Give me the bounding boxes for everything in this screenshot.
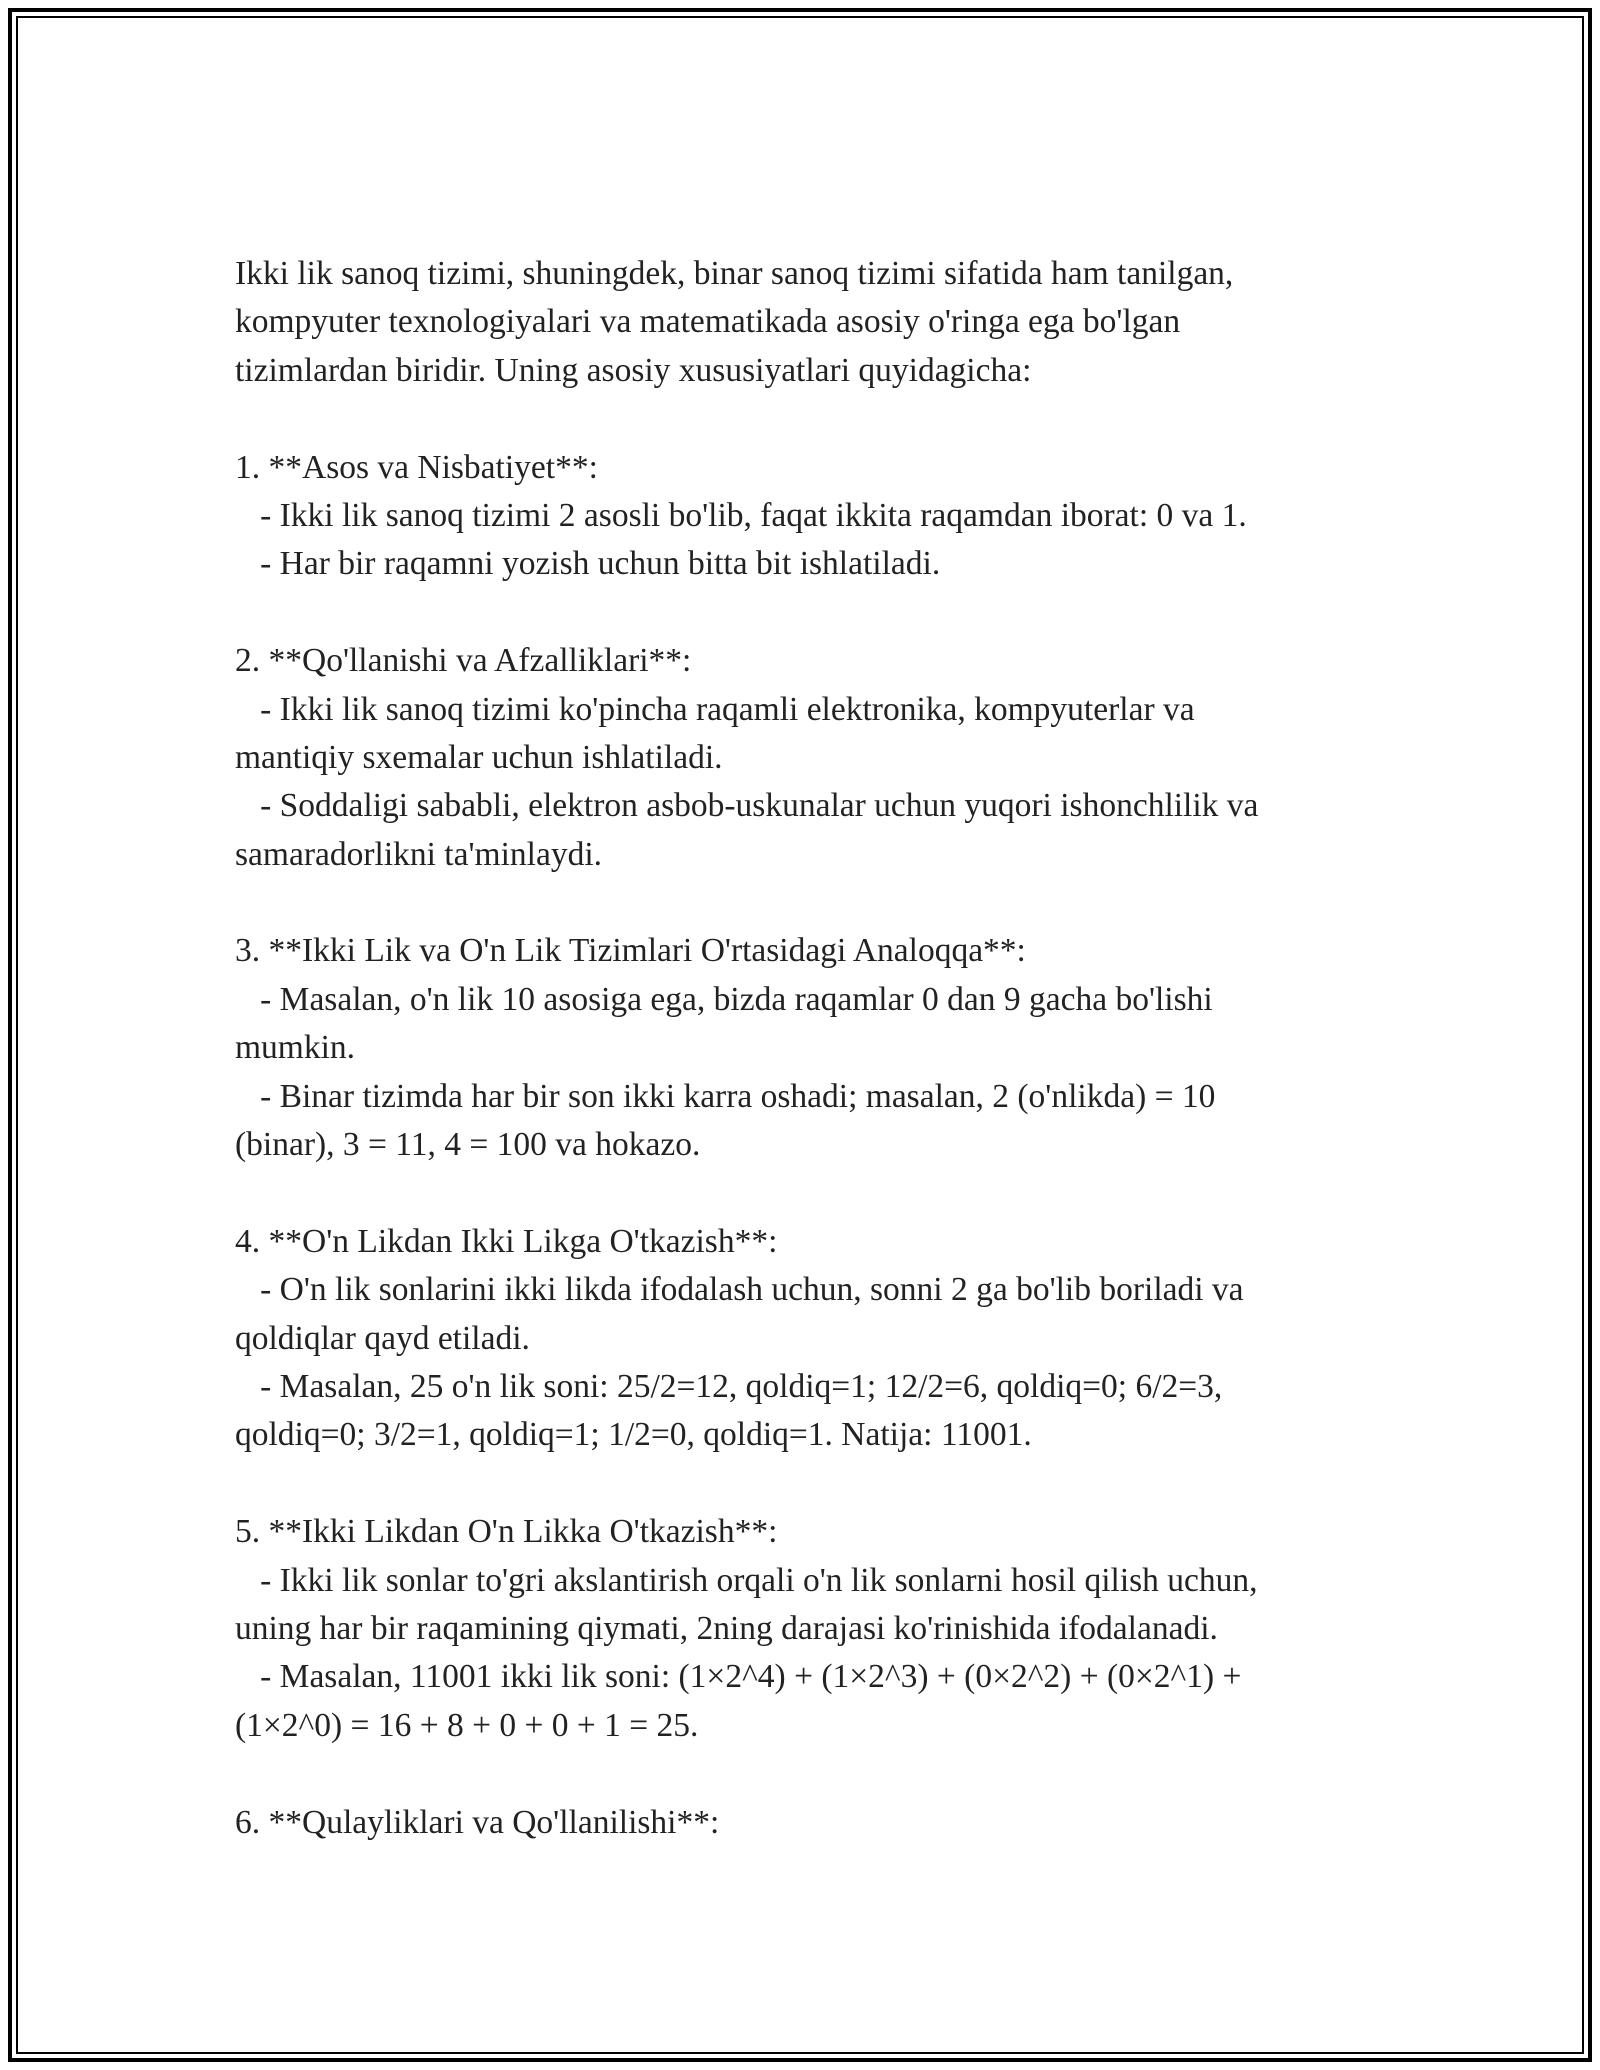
section-line: - Soddaligi sababli, elektron asbob-uskunalar uchun yuqori ishonchlilik va <box>235 787 1259 825</box>
section-line: (binar), 3 = 11, 4 = 100 va hokazo. <box>235 1126 701 1164</box>
intro-line: Ikki lik sanoq tizimi, shuningdek, binar sanoq tizimi sifatida ham tanilgan, <box>235 255 1234 292</box>
intro-paragraph <box>235 250 1375 395</box>
section-line: - Masalan, o'n lik 10 asosiga ega, bizda raqamlar 0 dan 9 gacha bo'lishi <box>235 980 1213 1018</box>
section-heading: 2. **Qo'llanishi va Afzalliklari**: <box>235 642 692 680</box>
section-line: - Ikki lik sanoq tizimi 2 asosli bo'lib, faqat ikkita raqamdan iborat: 0 va 1. <box>235 496 1247 534</box>
section-heading: 5. **Ikki Likdan O'n Likka O'tkazish**: <box>235 1513 778 1551</box>
section-line: - O'n lik sonlarini ikki likda ifodalash uchun, sonni 2 ga bo'lib boriladi va <box>235 1271 1244 1309</box>
section-line: - Masalan, 11001 ikki lik soni: (1×2^4) + (1×2^3) + (0×2^2) + (0×2^1) + <box>235 1658 1242 1696</box>
section-line: - Ikki lik sanoq tizimi ko'pincha raqamli elektronika, kompyuterlar va <box>235 690 1195 728</box>
spacer <box>235 395 1375 443</box>
section-line: - Har bir raqamni yozish uchun bitta bit ishlatiladi. <box>235 545 941 583</box>
spacer <box>235 879 1375 927</box>
spacer <box>235 1460 1375 1508</box>
spacer <box>235 1169 1375 1217</box>
document-body <box>235 250 1375 1847</box>
section-heading: 4. **O'n Likdan Ikki Likga O'tkazish**: <box>235 1222 778 1260</box>
section-line: uning har bir raqamining qiymati, 2ning darajasi ko'rinishida ifodalanadi. <box>235 1609 1218 1647</box>
intro-line: kompyuter texnologiyalari va matematikada asosiy o'ringa ega bo'lgan <box>235 303 1181 341</box>
section-heading: 6. **Qulayliklari va Qo'llanilishi**: <box>235 1803 720 1841</box>
section-5 <box>235 1508 1375 1750</box>
section-line: samaradorlikni ta'minlaydi. <box>235 835 602 873</box>
intro-line: tizimlardan biridir. Uning asosiy xususiyatlari quyidagicha: <box>235 351 1032 389</box>
section-line: qoldiq=0; 3/2=1, qoldiq=1; 1/2=0, qoldiq=1. Natija: 11001. <box>235 1416 1032 1454</box>
section-line: - Masalan, 25 o'n lik soni: 25/2=12, qoldiq=1; 12/2=6, qoldiq=0; 6/2=3, <box>235 1367 1223 1405</box>
section-line: - Ikki lik sonlar to'gri akslantirish orqali o'n lik sonlarni hosil qilish uchun, <box>235 1561 1258 1599</box>
section-6 <box>235 1799 1375 1847</box>
section-line: mantiqiy sxemalar uchun ishlatiladi. <box>235 738 723 776</box>
section-heading: 3. **Ikki Lik va O'n Lik Tizimlari O'rtasidagi Analoqqa**: <box>235 932 1026 970</box>
section-2 <box>235 637 1375 879</box>
spacer <box>235 1750 1375 1798</box>
section-heading: 1. **Asos va Nisbatiyet**: <box>235 448 598 486</box>
section-1 <box>235 444 1375 589</box>
section-line: (1×2^0) = 16 + 8 + 0 + 0 + 1 = 25. <box>235 1706 699 1744</box>
spacer <box>235 589 1375 637</box>
section-line: - Binar tizimda har bir son ikki karra oshadi; masalan, 2 (o'nlikda) = 10 <box>235 1077 1216 1115</box>
section-4 <box>235 1218 1375 1460</box>
section-line: qoldiqlar qayd etiladi. <box>235 1319 530 1357</box>
section-3 <box>235 927 1375 1169</box>
section-line: mumkin. <box>235 1029 356 1067</box>
